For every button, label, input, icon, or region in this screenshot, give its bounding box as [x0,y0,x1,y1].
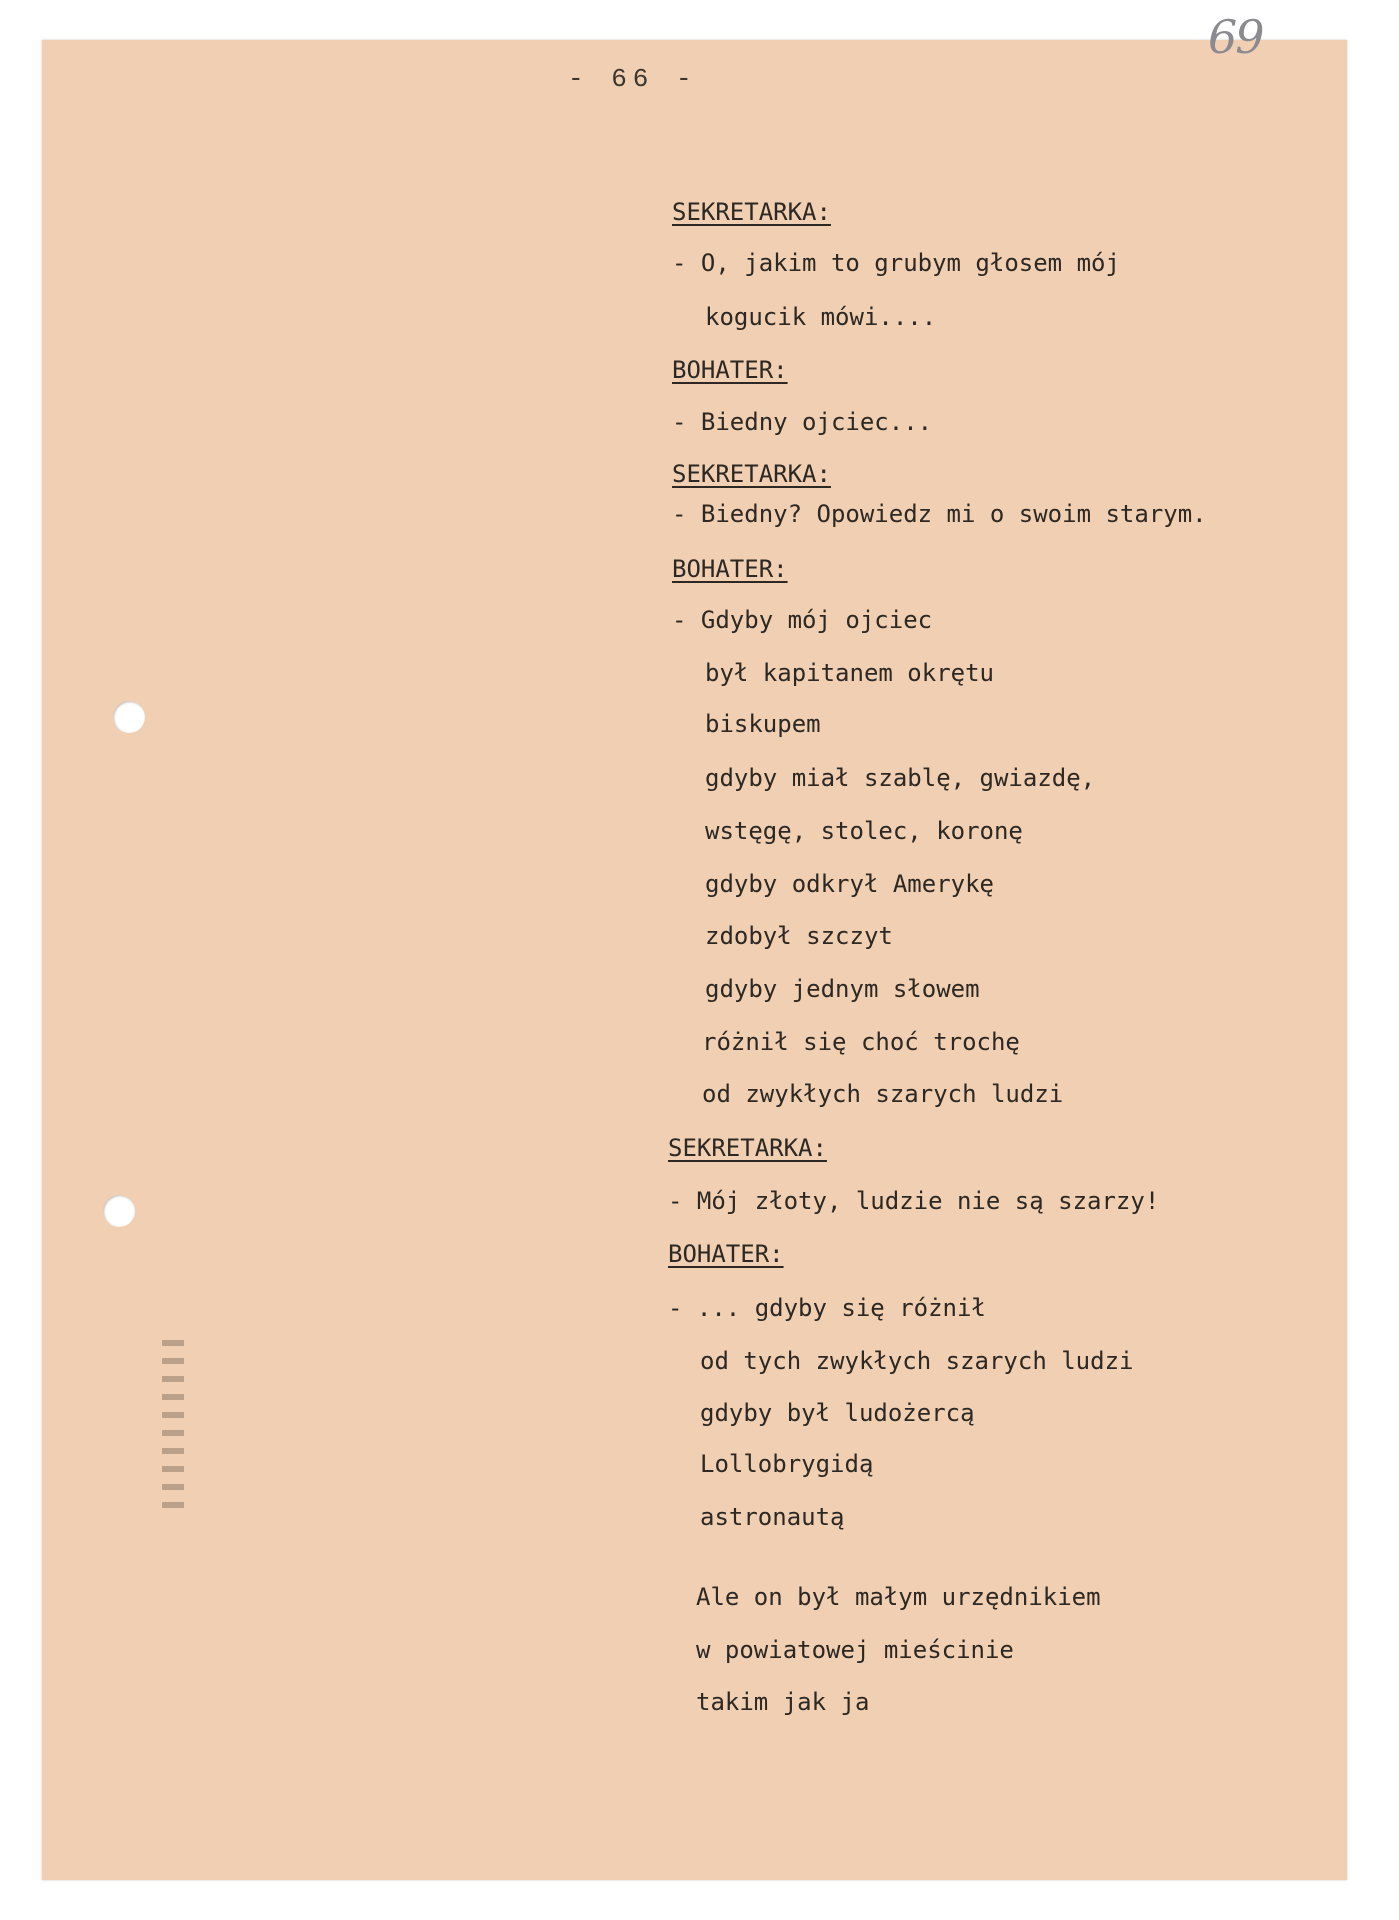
dialogue-line: - Biedny ojciec... [672,408,933,436]
speaker-label: SEKRETARKA: [672,198,831,226]
dialogue-line: Lollobrygidą [700,1450,874,1478]
dialogue-line: Ale on był małym urzędnikiem [696,1583,1101,1611]
archive-number: 69 [1208,10,1263,64]
binding-marks [162,1340,184,1520]
dialogue-line: był kapitanem okrętu [705,659,994,687]
dialogue-line: w powiatowej mieścinie [696,1636,1014,1664]
page-number: - 66 - [568,64,698,94]
speaker-label: SEKRETARKA: [672,460,831,488]
speaker-label: BOHATER: [668,1240,784,1268]
dialogue-line: - O, jakim to grubym głosem mój [672,249,1120,277]
speaker-label: BOHATER: [672,356,788,384]
dialogue-line: - ... gdyby się różnił [668,1294,986,1322]
speaker-label: SEKRETARKA: [668,1134,827,1162]
dialogue-line: gdyby odkrył Amerykę [705,870,994,898]
dialogue-line: - Biedny? Opowiedz mi o swoim starym. [672,500,1207,528]
speaker-label: BOHATER: [672,555,788,583]
punch-hole-top [113,701,145,733]
dialogue-line: od tych zwykłych szarych ludzi [700,1347,1134,1375]
paper-sheet [42,40,1347,1880]
dialogue-line: kogucik mówi.... [705,303,937,331]
punch-hole-bottom [103,1195,135,1227]
dialogue-line: gdyby miał szablę, gwiazdę, [705,764,1096,792]
dialogue-line: gdyby był ludożercą [700,1399,975,1427]
dialogue-line: różnił się choć trochę [702,1028,1020,1056]
dialogue-line: biskupem [705,710,821,738]
dialogue-line: - Gdyby mój ojciec [672,606,933,634]
dialogue-line: - Mój złoty, ludzie nie są szarzy! [668,1187,1160,1215]
dialogue-line: takim jak ja [696,1688,870,1716]
dialogue-line: zdobył szczyt [705,922,893,950]
dialogue-line: wstęgę, stolec, koronę [705,817,1023,845]
dialogue-line: astronautą [700,1503,845,1531]
dialogue-line: od zwykłych szarych ludzi [702,1080,1064,1108]
dialogue-line: gdyby jednym słowem [705,975,980,1003]
